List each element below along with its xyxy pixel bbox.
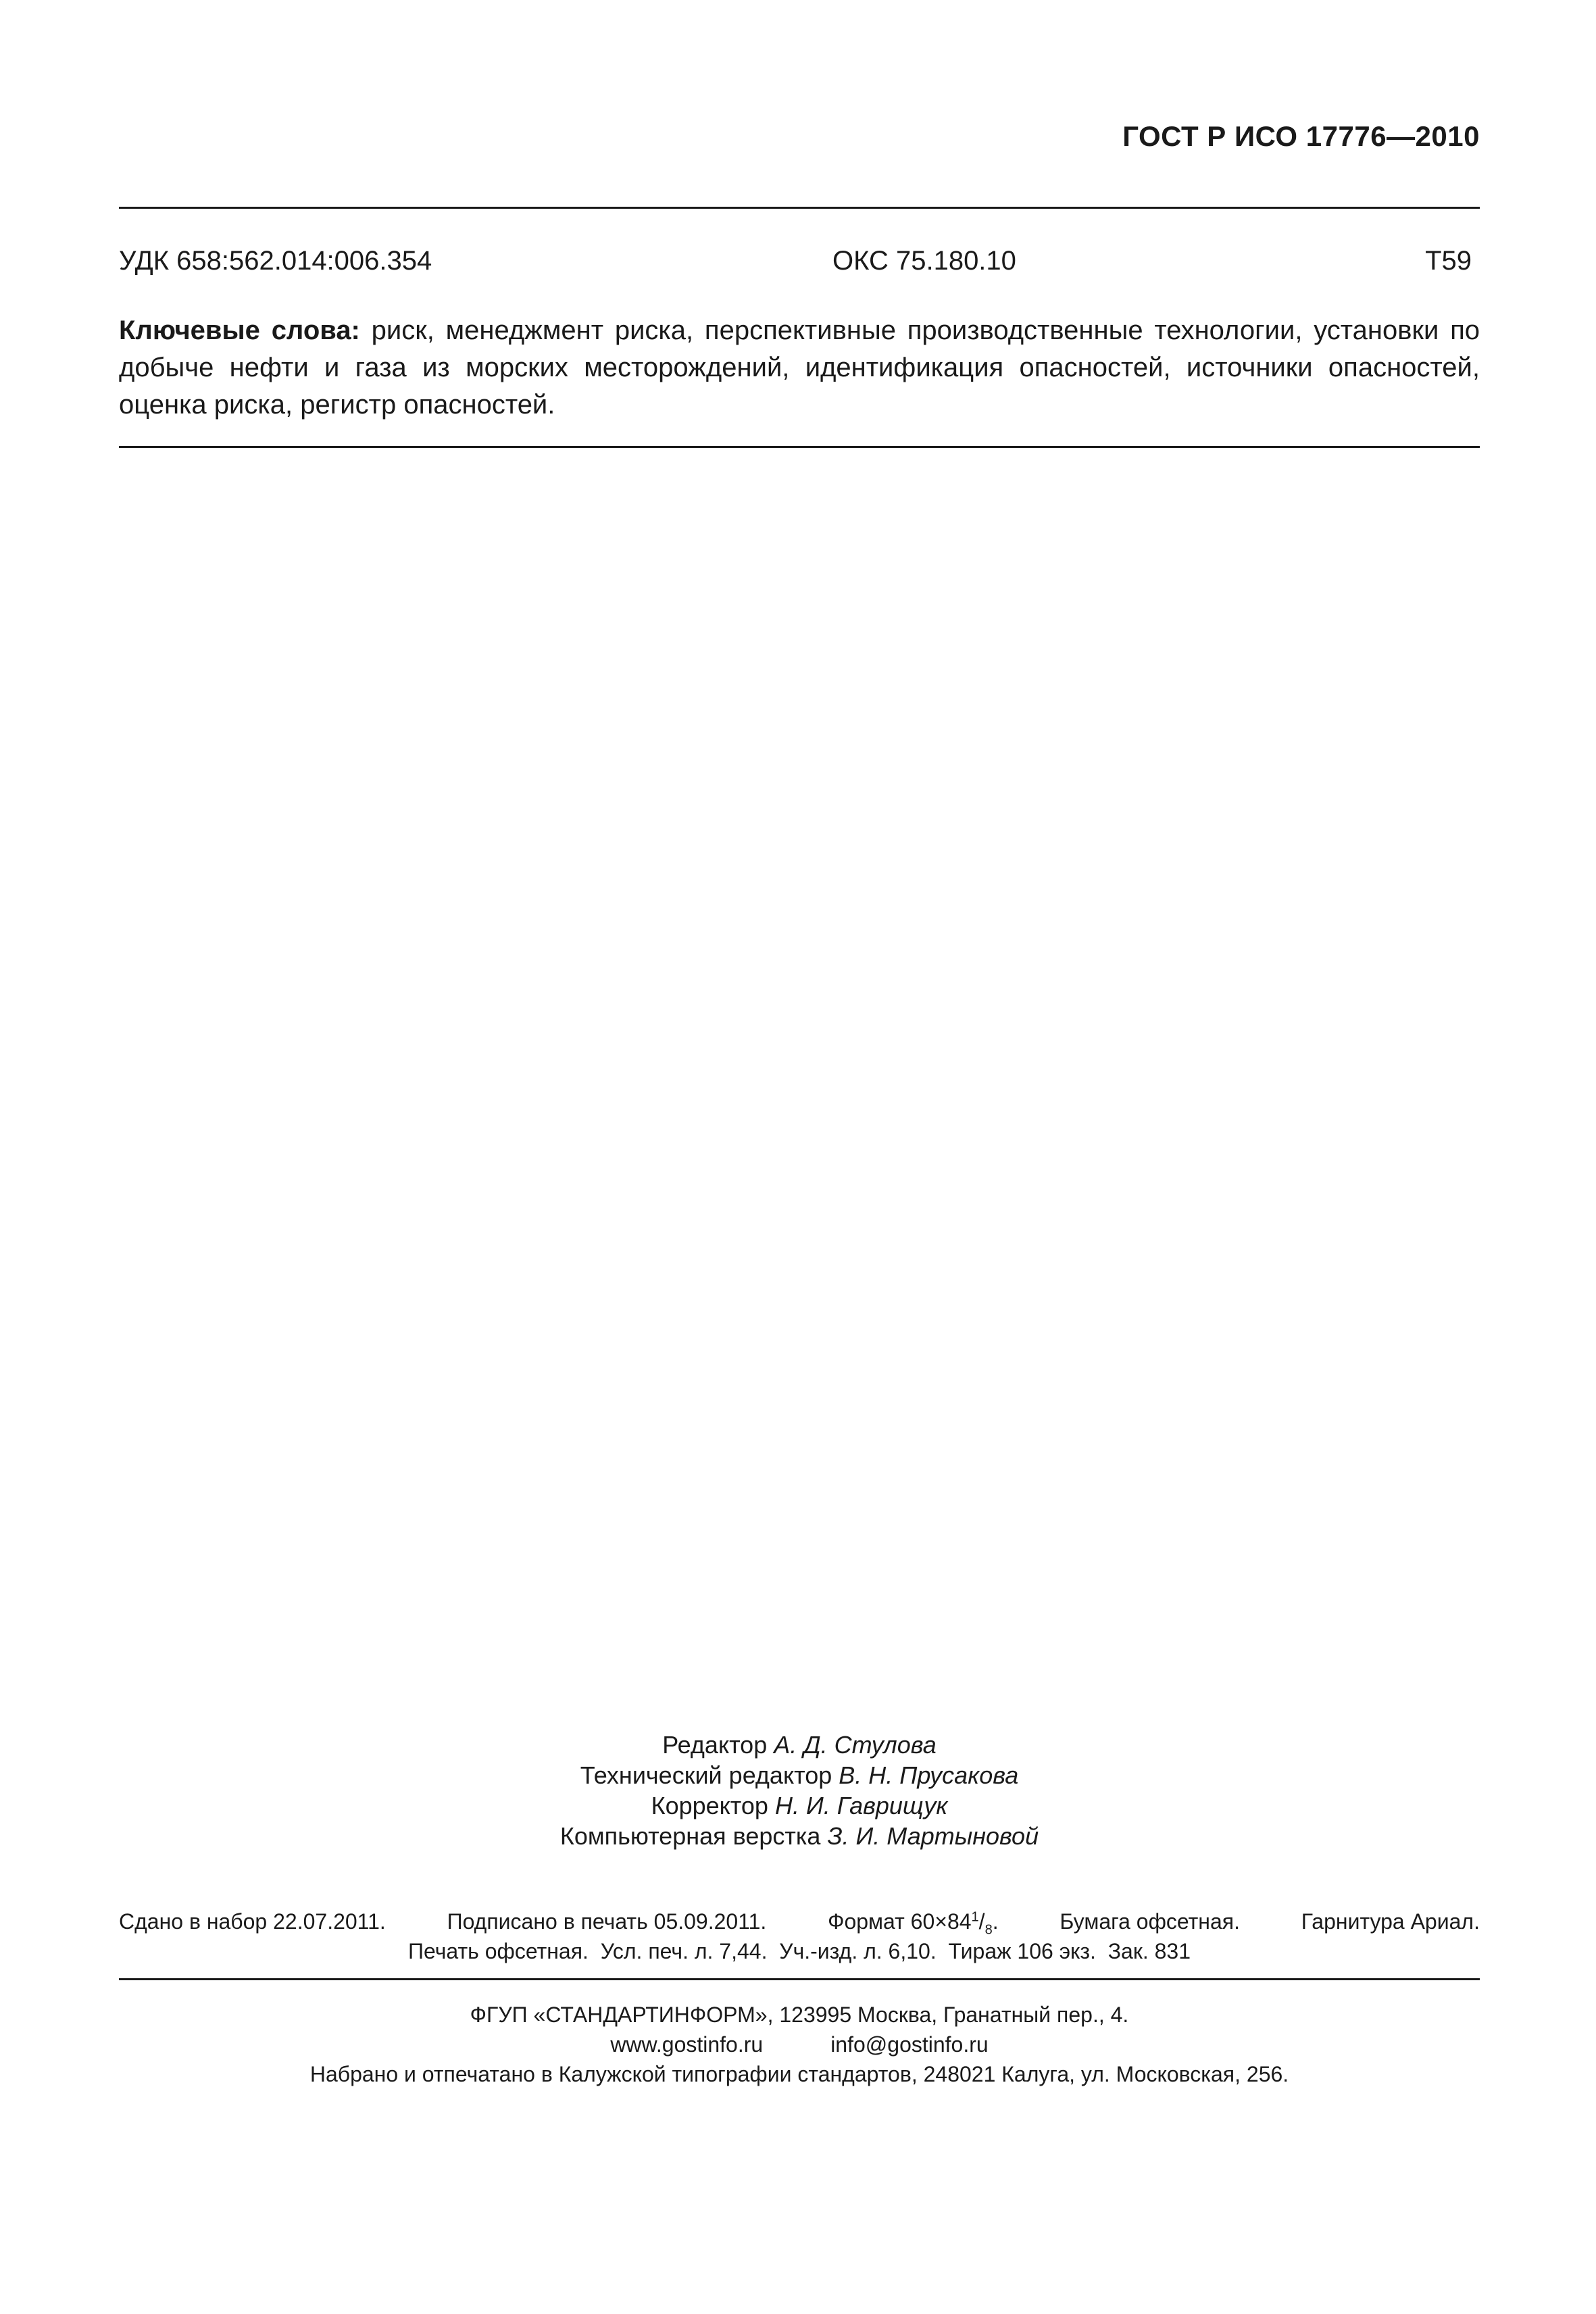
keywords-divider	[119, 446, 1480, 448]
credit-role: Корректор	[651, 1792, 768, 1819]
submitted-date: Сдано в набор 22.07.2011.	[119, 1909, 386, 1934]
signed-date: Подписано в печать 05.09.2011.	[447, 1909, 767, 1934]
credit-person: В. Н. Прусакова	[839, 1761, 1019, 1789]
credits-block	[119, 1730, 1480, 1851]
format-suffix: .	[992, 1909, 999, 1934]
credit-line-layout	[119, 1821, 1480, 1851]
credit-line-proofreader	[119, 1790, 1480, 1821]
print-info-line-2: Печать офсетная. Усл. печ. л. 7,44. Уч.-изд. л. 6,10. Тираж 106 экз. Зак. 831	[407, 1939, 1191, 1963]
t-code: Т59	[1425, 246, 1472, 276]
paper-format	[828, 1907, 998, 1936]
printing-house: Набрано и отпечатано в Калужской типографии стандартов, 248021 Калуга, ул. Московская, 256.	[309, 2062, 1289, 2086]
publisher-email[interactable]: info@gostinfo.ru	[830, 2032, 989, 2057]
print-info	[119, 1907, 1480, 1966]
credit-line-tech-editor	[119, 1760, 1480, 1790]
publisher-block	[119, 2000, 1480, 2089]
publisher-contacts	[119, 2030, 1480, 2059]
top-divider	[119, 207, 1480, 209]
credit-role: Редактор	[662, 1731, 768, 1759]
publisher-address: ФГУП «СТАНДАРТИНФОРМ», 123995 Москва, Гранатный пер., 4.	[470, 2003, 1129, 2027]
credit-person: З. И. Мартыновой	[827, 1822, 1039, 1850]
keywords-label: Ключевые слова:	[119, 316, 360, 345]
credit-person: А. Д. Стулова	[774, 1731, 937, 1759]
credit-line-editor	[119, 1730, 1480, 1760]
classification-row	[119, 246, 1480, 286]
credit-person: Н. И. Гаврищук	[774, 1792, 948, 1819]
credit-role: Технический редактор	[580, 1761, 832, 1789]
udk-code: УДК 658:562.014:006.354	[119, 246, 432, 276]
typeface: Гарнитура Ариал.	[1301, 1909, 1480, 1934]
publisher-divider	[119, 1978, 1480, 1980]
publisher-website[interactable]: www.gostinfo.ru	[610, 2032, 764, 2057]
format-sep: /	[978, 1909, 985, 1934]
print-info-line-1	[119, 1907, 1480, 1936]
format-sub: 8	[984, 1922, 993, 1938]
format-prefix: Формат 60×84	[828, 1909, 972, 1934]
keywords-text: риск, менеджмент риска, перспективные производственные технологии, установки по добыче нефти и газа из морских месторождений, идентификация опасностей, источники опасностей, оценка риска, регистр опасностей.	[119, 316, 1480, 420]
credit-role: Компьютерная верстка	[559, 1822, 821, 1850]
keywords-paragraph	[119, 312, 1480, 424]
paper-type: Бумага офсетная.	[1059, 1909, 1240, 1934]
format-sup: 1	[971, 1909, 979, 1925]
oks-code: ОКС 75.180.10	[832, 246, 1016, 276]
gost-code: ГОСТ Р ИСО 17776—2010	[1122, 120, 1480, 152]
